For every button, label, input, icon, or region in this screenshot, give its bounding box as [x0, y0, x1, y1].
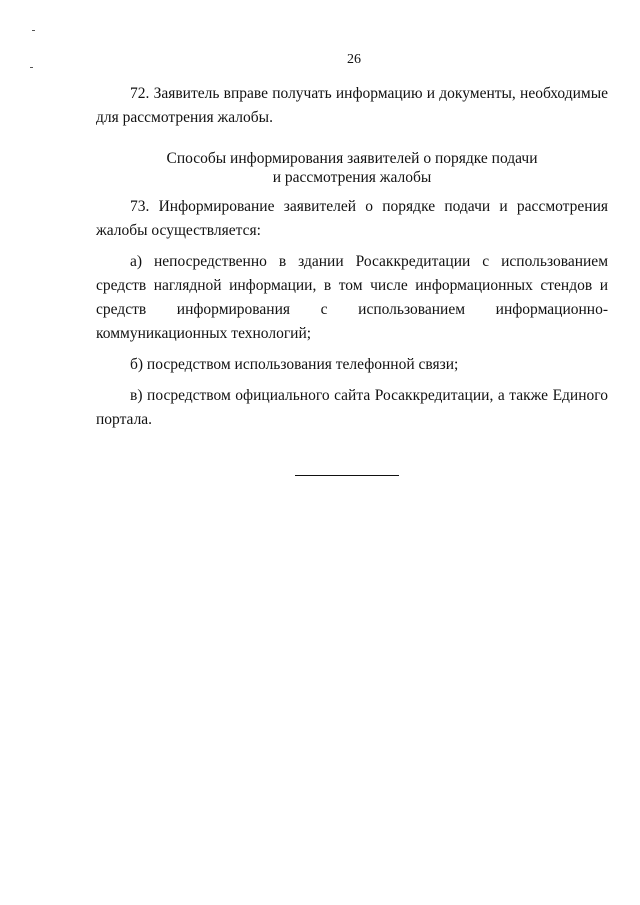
scan-artifact [32, 30, 35, 31]
list-item-c: в) посредством официального сайта Росаккредитации, а также Единого портала. [96, 387, 608, 428]
page-number: 26 [347, 52, 361, 67]
paragraph-72-block [96, 82, 608, 130]
end-divider-line [295, 475, 399, 476]
section-heading [96, 149, 608, 187]
paragraph-73-block [96, 195, 608, 432]
section-heading-line-1: Способы информирования заявителей о порядке подачи [166, 150, 538, 167]
section-heading-line-2: и рассмотрения жалобы [272, 169, 432, 186]
list-item-a: а) непосредственно в здании Росаккредитации с использованием средств наглядной информации, в том числе информационных стендов и средств информирования с использованием информационно-коммуникационных технологий; [96, 253, 608, 342]
paragraph-72: 72. Заявитель вправе получать информацию и документы, необходимые для рассмотрения жалобы. [96, 85, 608, 126]
list-item-b: б) посредством использования телефонной связи; [130, 356, 459, 373]
paragraph-73: 73. Информирование заявителей о порядке подачи и рассмотрения жалобы осуществляется: [96, 198, 608, 239]
